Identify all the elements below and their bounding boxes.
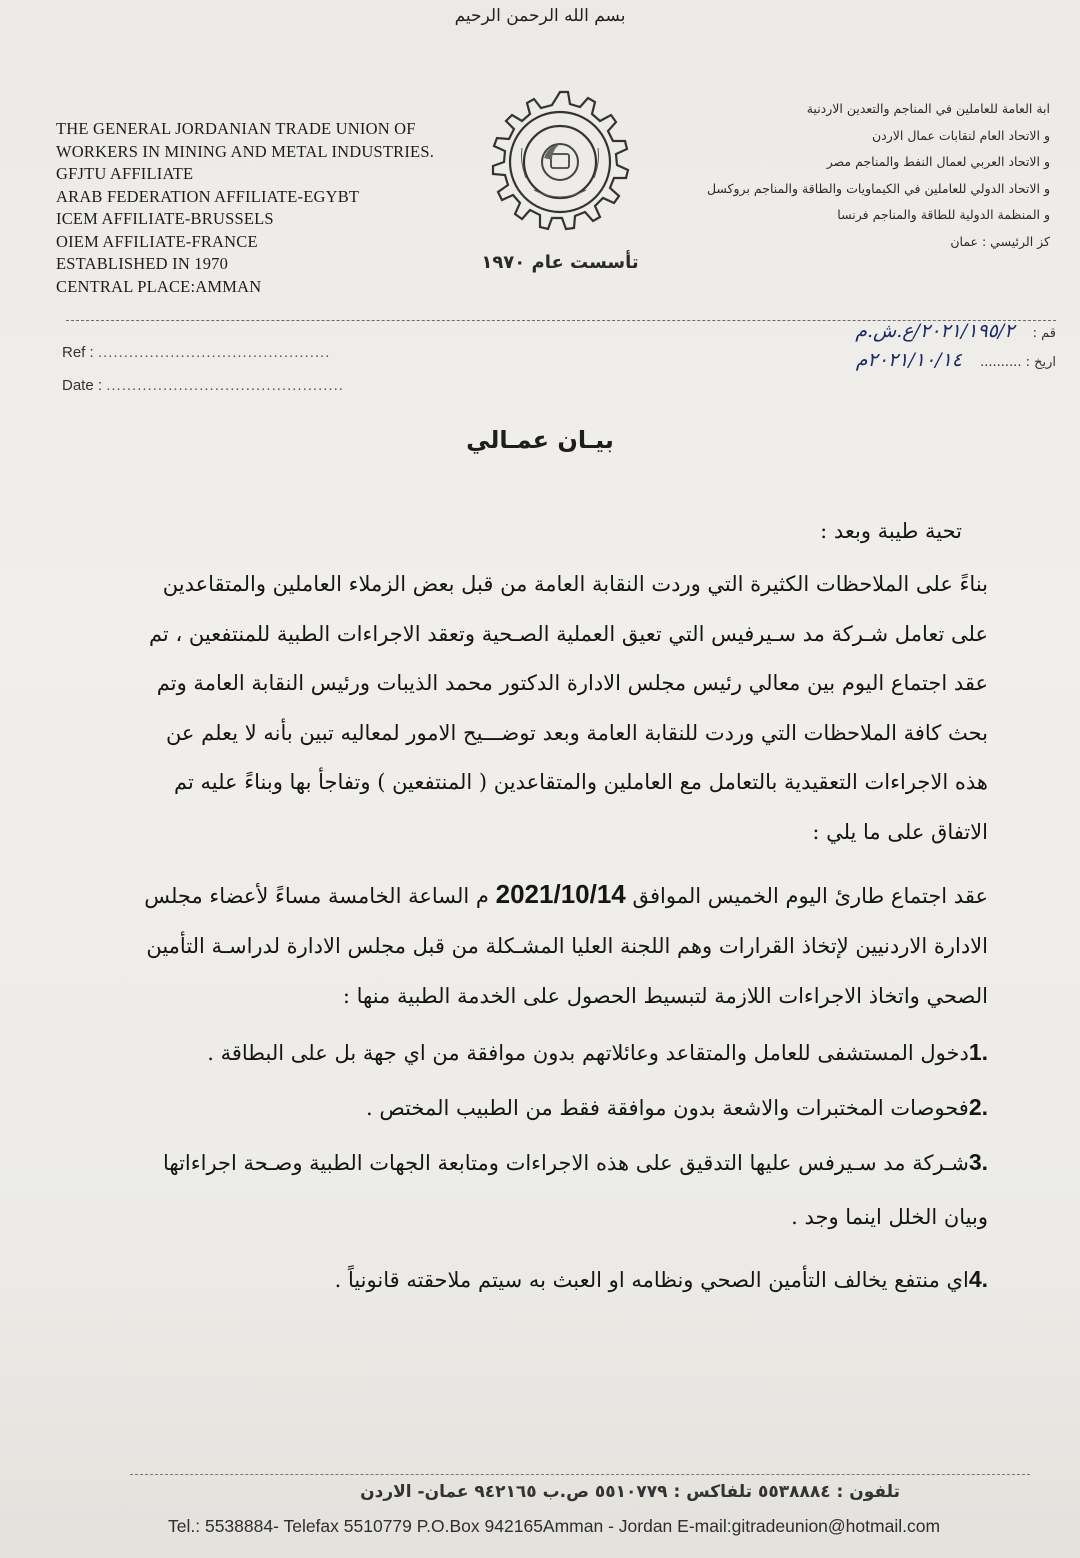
body-line: بناءً على الملاحظات الكثيرة التي وردت النقابة العامة من قبل بعض الزملاء العاملين والمتقاعدين bbox=[162, 572, 988, 596]
meeting-text-before: عقد اجتماع طارئ اليوم الخميس الموافق bbox=[632, 884, 988, 908]
letterhead-en-line: WORKERS IN MINING AND METAL INDUSTRIES. bbox=[56, 141, 435, 161]
body-line: الصحي واتخاذ الاجراءات اللازمة لتبسيط الحصول على الخدمة الطبية منها : bbox=[342, 984, 988, 1008]
list-item-continuation: وبيان الخلل اينما وجد . bbox=[791, 1205, 988, 1229]
number-label: قم : bbox=[1032, 326, 1056, 341]
item-number: 3. bbox=[968, 1149, 988, 1175]
date-field bbox=[62, 377, 344, 394]
body-line: على تعامل شـركة مد سـيرفيس التي تعيق العملية الصـحية وتعقد الاجراءات الطبية للمنتفعين ، تم bbox=[148, 621, 988, 646]
item-number: 2. bbox=[968, 1094, 988, 1120]
body-line: عقد اجتماع اليوم بين معالي رئيس مجلس الادارة الدكتور محمد الذيبات ورئيس النقابة العامة وتم bbox=[156, 671, 988, 695]
letterhead-ar-line: ابة العامة للعاملين في المناجم والتعدين الاردنية bbox=[806, 101, 1050, 116]
footer-divider bbox=[130, 1474, 1030, 1475]
date-ar-label: اريخ : .......... bbox=[980, 355, 1056, 370]
letterhead-en-line: ICEM AFFILIATE-BRUSSELS bbox=[56, 209, 274, 228]
body-line: الاتفاق على ما يلي : bbox=[812, 819, 988, 844]
footer-contact-ar: تلفون : ٥٥٣٨٨٨٤ تلفاكس : ٥٥١٠٧٧٩ ص.ب ٩٤٢١٦٥ عمان- الاردن bbox=[360, 1482, 900, 1502]
item-text: فحوصات المختبرات والاشعة بدون موافقة فقط من الطبيب المختص . bbox=[366, 1096, 969, 1120]
greeting: تحية طيبة وبعد : bbox=[820, 519, 962, 543]
item-number: 1. bbox=[968, 1039, 988, 1065]
paragraph-intro bbox=[108, 560, 988, 857]
body-line: الادارة الاردنيين لإتخاذ القرارات وهم اللجنة العليا المشـكلة من قبل مجلس الادارة لدراسـة التأمين bbox=[146, 934, 988, 958]
statement-title: بيـان عمـالي bbox=[466, 426, 614, 454]
letterhead-en-line: THE GENERAL JORDANIAN TRADE UNION OF bbox=[56, 119, 416, 138]
list-item bbox=[108, 1080, 988, 1135]
number-value: ٢٠٢١/١٩٥/٢/ع.ش.م bbox=[855, 320, 1015, 342]
established-ar: تأسست عام ١٩٧٠ bbox=[481, 252, 639, 273]
arabic-letterhead bbox=[630, 96, 1050, 255]
date-label: Date : bbox=[62, 377, 103, 394]
item-text: شـركة مد سـيرفس عليها التدقيق على هذه الاجراءات ومتابعة الجهات الطبية وصـحة اجراءاتها bbox=[163, 1151, 969, 1175]
meeting-text-after: م الساعة الخامسة مساءً لأعضاء مجلس bbox=[144, 884, 489, 908]
body-line bbox=[108, 869, 988, 921]
date-ar-value: ٢٠٢١/١٠/١٤م bbox=[855, 349, 962, 371]
letter-body bbox=[108, 508, 988, 1307]
list-item bbox=[108, 1135, 988, 1190]
letterhead-ar-line: كز الرئيسي : عمان bbox=[950, 233, 1050, 249]
list-item bbox=[108, 1025, 988, 1080]
decision-list bbox=[108, 1025, 988, 1307]
meeting-date: 2021/10/14 bbox=[495, 879, 626, 909]
item-text: اي منتفع يخالف التأمين الصحي ونظامه او العبث به سيتم ملاحقته قانونياً . bbox=[334, 1268, 969, 1292]
ref-dots: ............................................. bbox=[97, 344, 331, 361]
date-dots: .............................................. bbox=[106, 377, 344, 394]
letterhead-en-line: GFJTU AFFILIATE bbox=[56, 164, 194, 183]
paragraph-meeting bbox=[108, 869, 988, 1021]
reference-number-block bbox=[736, 318, 1056, 376]
ref-label: Ref : bbox=[62, 344, 94, 361]
letterhead-ar-line: و الاتحاد العام لنقابات عمال الاردن bbox=[871, 127, 1050, 143]
letterhead-en-line: CENTRAL PLACE:AMMAN bbox=[56, 276, 262, 296]
list-item bbox=[108, 1252, 988, 1307]
body-line: بحث كافة الملاحظات التي وردت للنقابة العامة وبعد توضـــيح الامور لمعاليه تبين بأنه لا يعلم عن bbox=[165, 720, 988, 745]
footer-contact-en: Tel.: 5538884- Telefax 5510779 P.O.Box 942165Amman - Jordan E-mail:gitradeunion@hotmail.com bbox=[168, 1516, 941, 1536]
item-number: 4. bbox=[968, 1266, 988, 1292]
body-line: هذه الاجراءات التعقيدية بالتعامل مع العاملين والمتقاعدين ( المنتفعين ) وتفاجأ بها وبناءً عليه تم bbox=[174, 770, 988, 794]
letterhead-en-line: ESTABLISHED IN 1970 bbox=[56, 254, 229, 273]
item-text: دخول المستشفى للعامل والمتقاعد وعائلاتهم بدون موافقة من اي جهة بل على البطاقة . bbox=[207, 1041, 969, 1065]
english-letterhead bbox=[56, 118, 496, 298]
letterhead-en-line: OIEM AFFILIATE-FRANCE bbox=[56, 231, 258, 251]
ref-field bbox=[62, 344, 330, 361]
union-gear-logo bbox=[482, 86, 638, 242]
letterhead-ar-line: و المنظمة الدولية للطاقة والمناجم فرنسا bbox=[837, 207, 1050, 222]
basmala: بسم الله الرحمن الرحيم bbox=[454, 6, 626, 26]
letterhead-ar-line: و الاتحاد العربي لعمال النفط والمناجم مصر bbox=[826, 154, 1050, 169]
letterhead-en-line: ARAB FEDERATION AFFILIATE-EGYBT bbox=[56, 186, 360, 206]
letterhead-ar-line: و الاتحاد الدولي للعاملين في الكيماويات والطاقة والمناجم بروكسل bbox=[706, 180, 1050, 196]
